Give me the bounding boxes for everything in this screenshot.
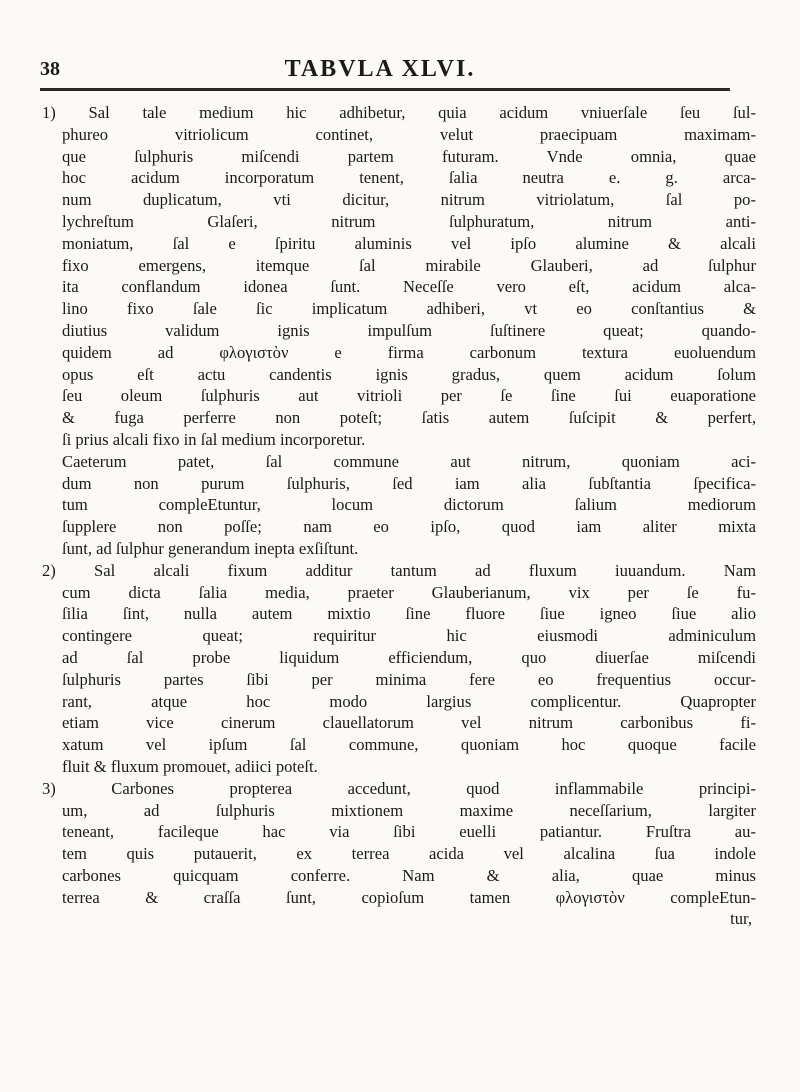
page-number: 38 <box>40 58 60 80</box>
text-line: ſi prius alcali fixo in ſal medium incorporetur. <box>62 429 366 449</box>
text-line: terrea & craſſa ſunt, copioſum tamen φλογιστὸν compleEtun- <box>62 887 756 907</box>
text-line: lino fixo ſale ſic implicatum adhiberi, vt eo conſtantius & <box>62 299 756 319</box>
text-line: etiam vice cinerum clauellatorum vel nitrum carbonibus fi- <box>62 713 756 733</box>
text-line: ſupplere non poſſe; nam eo ipſo, quod iam aliter mixta <box>62 517 756 537</box>
text-line: dum non purum ſulphuris, ſed iam alia ſubſtantia ſpecifica- <box>62 473 756 493</box>
text-line: fixo emergens, itemque ſal mirabile Glauberi, ad ſulphur <box>62 255 756 275</box>
text-line: opus eſt actu candentis ignis gradus, quem acidum ſolum <box>62 364 756 384</box>
text-line: ſilia ſint, nulla autem mixtio ſine fluore ſiue igneo ſiue alio <box>62 604 756 624</box>
text-line: carbones quicquam conferre. Nam & alia, quae minus <box>62 865 756 885</box>
catchword: tur, <box>730 909 752 929</box>
running-title: TABVLA XLVI. <box>284 56 476 82</box>
text-line: phureo vitriolicum continet, velut praecipuam maximam- <box>62 124 756 144</box>
text-line: quidem ad φλογιστὸν e firma carbonum textura euoluendum <box>62 342 756 362</box>
text-line: teneant, facileque hac via ſibi euelli patiantur. Fruſtra au- <box>62 822 756 842</box>
text-line: 3) Carbones propterea accedunt, quod inflammabile principi- <box>42 778 756 798</box>
text-line: & fuga perferre non poteſt; ſatis autem ſuſcipit & perfert, <box>62 408 756 428</box>
text-line: diutius validum ignis impulſum ſuſtinere queat; quando- <box>62 320 756 340</box>
text-line: ita conflandum idonea ſunt. Neceſſe vero eſt, acidum alca- <box>62 277 756 297</box>
text-line: 1) Sal tale medium hic adhibetur, quia acidum vniuerſale ſeu ſul- <box>42 103 756 122</box>
text-line: rant, atque hoc modo largius complicentur. Quapropter <box>62 691 756 711</box>
text-line: 2) Sal alcali fixum additur tantum ad fluxum iuuandum. Nam <box>42 560 756 580</box>
page-header <box>40 56 720 86</box>
text-line: tem quis putauerit, ex terrea acida vel alcalina ſua indole <box>62 844 756 864</box>
body-text <box>42 102 756 930</box>
text-line: cum dicta ſalia media, praeter Glauberianum, vix per ſe fu- <box>62 582 756 602</box>
text-line: hoc acidum incorporatum tenent, ſalia neutra e. g. arca- <box>62 168 756 188</box>
text-line: Caeterum patet, ſal commune aut nitrum, quoniam aci- <box>62 451 756 471</box>
text-line: tum compleEtuntur, locum dictorum ſalium mediorum <box>62 495 756 515</box>
header-rule <box>40 88 730 91</box>
text-line: ſeu oleum ſulphuris aut vitrioli per ſe ſine ſui euaporatione <box>62 386 756 406</box>
text-line: um, ad ſulphuris mixtionem maxime neceſſarium, largiter <box>62 800 756 820</box>
text-line: moniatum, ſal e ſpiritu aluminis vel ipſo alumine & alcali <box>62 233 756 253</box>
text-line: ſunt, ad ſulphur generandum inepta exſiſtunt. <box>62 538 359 558</box>
text-line: xatum vel ipſum ſal commune, quoniam hoc quoque facile <box>62 735 756 755</box>
text-line: num duplicatum, vti dicitur, nitrum vitriolatum, ſal po- <box>62 190 756 210</box>
text-line: contingere queat; requiritur hic eiusmodi adminiculum <box>62 626 756 646</box>
text-line: lychreſtum Glaſeri, nitrum ſulphuratum, nitrum anti- <box>62 211 756 231</box>
text-line: que ſulphuris miſcendi partem futuram. Vnde omnia, quae <box>62 146 756 166</box>
text-line: ad ſal probe liquidum efficiendum, quo diuerſae miſcendi <box>62 647 756 667</box>
text-line: fluit & fluxum promouet, adiici poteſt. <box>62 756 318 776</box>
text-line: ſulphuris partes ſibi per minima fere eo frequentius occur- <box>62 669 756 689</box>
